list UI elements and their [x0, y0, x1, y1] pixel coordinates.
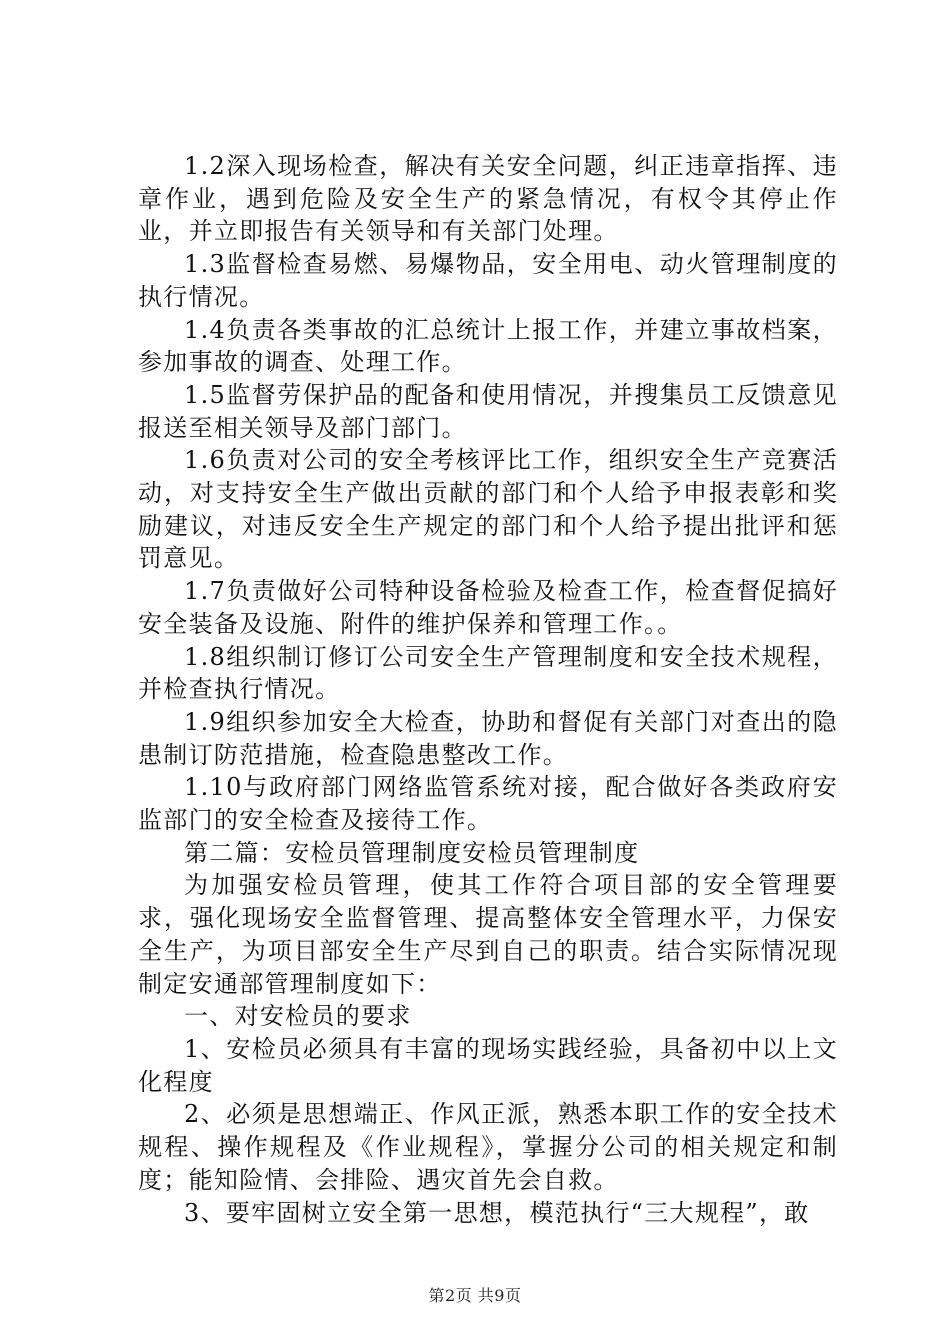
paragraph-1-2: 1.2深入现场检查，解决有关安全问题，纠正违章指挥、违章作业，遇到危险及安全生产的紧急情况，有权令其停止作业，并立即报告有关领导和有关部门处理。	[138, 152, 838, 246]
paragraph-1-7: 1.7负责做好公司特种设备检验及检查工作，检查督促搞好安全装备及设施、附件的维护保养和管理工作。。	[138, 577, 838, 638]
paragraph-1-9: 1.9组织参加安全大检查，协助和督促有关部门对查出的隐患制订防范措施，检查隐患整改工作。	[138, 707, 838, 769]
section-heading: 第二篇：安检员管理制度安检员管理制度	[184, 838, 640, 867]
paragraph-1-6: 1.6负责对公司的安全考核评比工作，组织安全生产竞赛活动，对支持安全生产做出贡献的部门和个人给予申报表彰和奖励建议，对违反安全生产规定的部门和个人给予提出批评和惩罚意见。	[138, 446, 838, 573]
paragraph-1-3: 1.3监督检查易燃、易爆物品，安全用电、动火管理制度的执行情况。	[138, 250, 838, 311]
requirement-item-3: 3、要牢固树立安全第一思想，模范执行“三大规程”，敢	[184, 1198, 810, 1227]
page-number-footer: 第2页 共9页	[428, 1286, 522, 1305]
paragraph-intro: 为加强安检员管理，使其工作符合项目部的安全管理要求，强化现场安全监督管理、提高整体安全管理水平，力保安全生产，为项目部安全生产尽到自己的职责。结合实际情况现制定安通部管理制度如下：	[138, 871, 838, 998]
paragraph-1-10: 1.10与政府部门网络监管系统对接，配合做好各类政府安监部门的安全检查及接待工作。	[138, 773, 838, 835]
requirement-item-1: 1、安检员必须具有丰富的现场实践经验，具备初中以上文化程度	[138, 1034, 838, 1096]
document-body	[138, 150, 838, 1229]
paragraph-1-4: 1.4负责各类事故的汇总统计上报工作，并建立事故档案，参加事故的调查、处理工作。	[138, 315, 838, 377]
subsection-heading: 一、对安检员的要求	[184, 1002, 412, 1031]
requirement-item-2: 2、必须是思想端正、作风正派，熟悉本职工作的安全技术规程、操作规程及《作业规程》，掌握分公司的相关规定和制度；能知险情、会排险、遇灾首先会自救。	[138, 1100, 838, 1194]
paragraph-1-5: 1.5监督劳保护品的配备和使用情况，并搜集员工反馈意见报送至相关领导及部门部门。	[138, 380, 838, 442]
paragraph-1-8: 1.8组织制订修订公司安全生产管理制度和安全技术规程，并检查执行情况。	[138, 642, 838, 704]
